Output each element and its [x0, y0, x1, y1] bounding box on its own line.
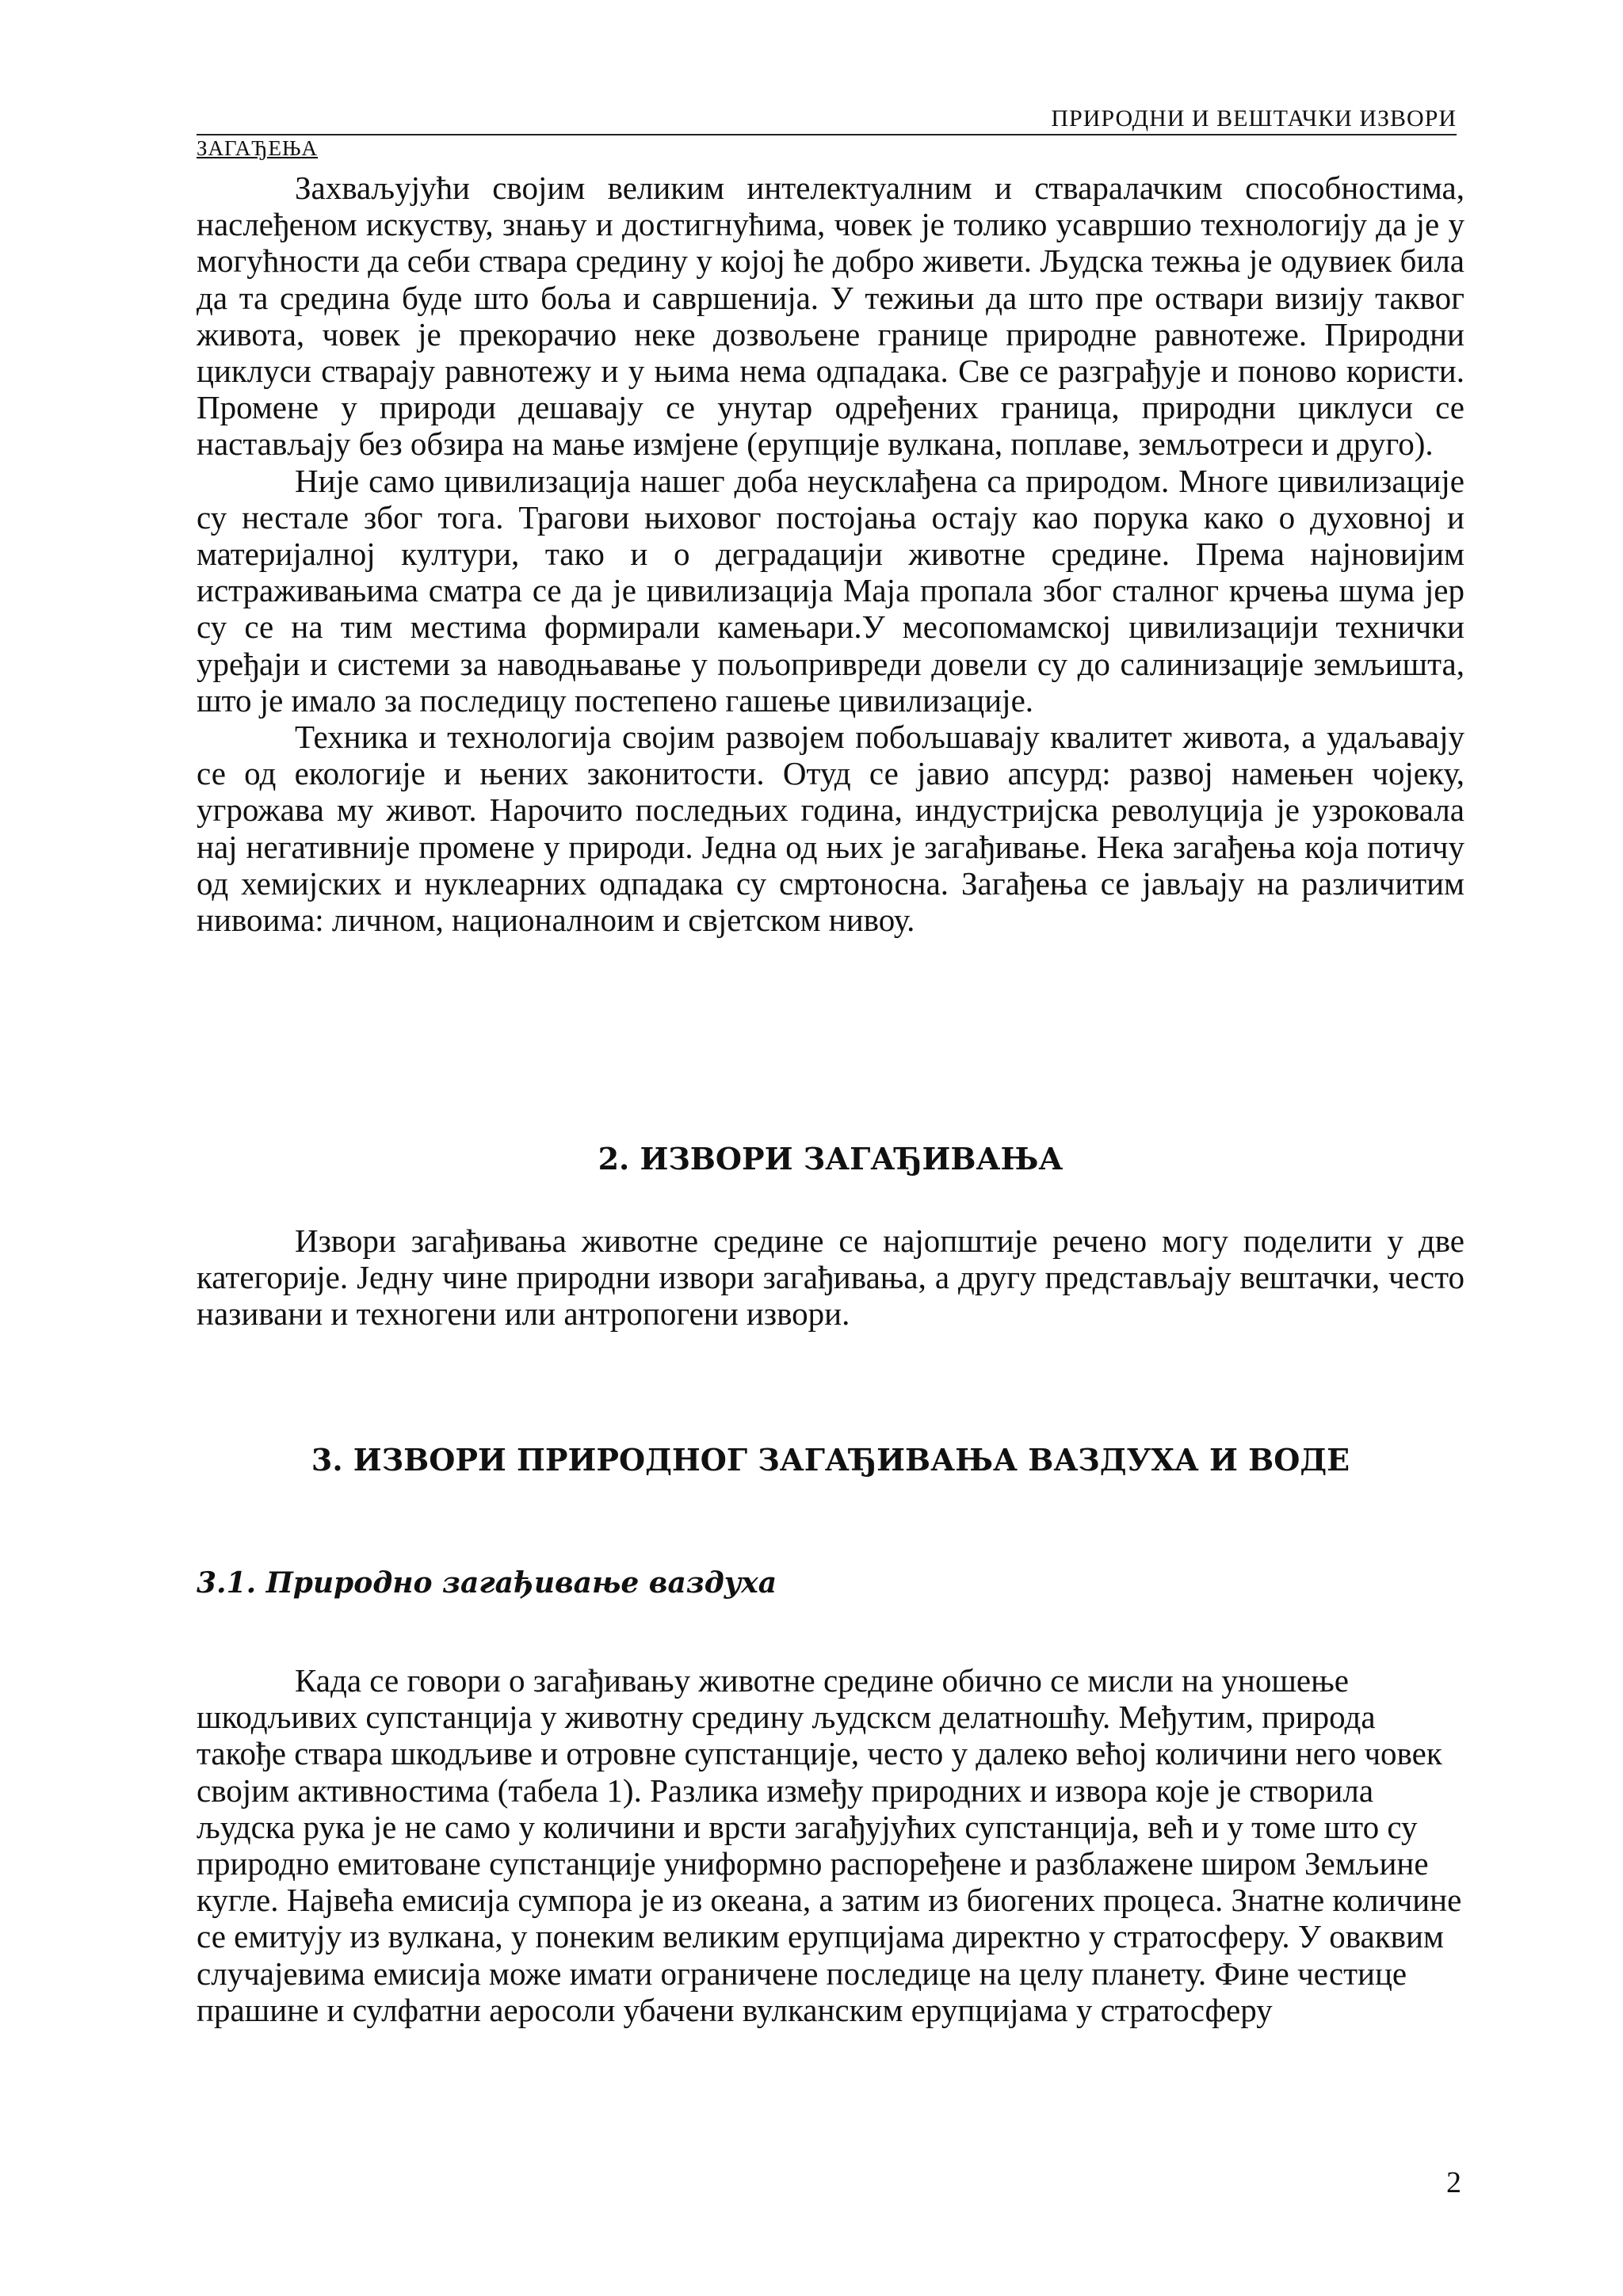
section-paragraph: Када се говори о загађивању животне средине обично се мисли на уношење шкодљивих супстанција у животну средину људскcм делатношћу. Међутим, природа такође ствара шкодљиве и отровне супстанције, често у далеко већој количини него човек својим активностима (табела 1). Разлика између природних и извора које је створила људска рука је не само у количини и врсти загађујућих супстанција, већ и у томе што су природно емитоване супстанције униформно распоређене и разблажене широм Земљине кугле. Највећа емисија сумпора је из океана, а затим из биогених процеса. Знатне количине се емитују из вулкана, у понеким великим ерупцијама директно у стратосферу. У оваквим случајевима емисија може имати ограничене последице на целу планету. Фине честице прашине и сулфатни аеросоли убачени вулканским ерупцијама у стратосферу	[197, 1662, 1462, 2028]
document-page	[197, 0, 1472, 2296]
section-heading: 3. ИЗВОРИ ПРИРОДНОГ ЗАГАЂИВАЊА ВАЗДУХА И ВОДЕ	[311, 1442, 1350, 1478]
page-number: 2	[1446, 2166, 1461, 2199]
section-3-1-body	[197, 1662, 1465, 2028]
intro-paragraph: Техника и технологија својим развојем побољшавају квалитет живота, а удаљавају се од екологије и њених законитости. Отуд се јавио апсурд: развој намењен чојеку, угрожава му живот. Нарочито последњих година, индустријска револуција је узроковала нај негативније промене у природи. Једна од њих је загађивање. Нека загађења која потичу од хемијских и нуклеарних одпадака су смртоносна. Загађења се јављају на различитим нивоима: личном, националноим и свјетском нивоу.	[197, 719, 1465, 939]
running-header-title: ПРИРОДНИ И ВЕШТАЧКИ ИЗВОРИ	[1051, 105, 1457, 132]
intro-paragraph: Није само цивилизација нашег доба неусклађена са природом. Многе цивилизације су нестале због тога. Трагови њиховог постојања остају као порука како о духовној и материјалној култури, тако и о деградацији животне средине. Према најновијим истраживањима сматра се да је цивилизација Маја пропала због сталног крчења шума јер су се на тим местима формирали камењари.У месопомамској цивилизацији технички уређаји и системи за наводњавање у пољопривреди довели су до салинизације земљишта, што је имало за последицу постепено гашење цивилизације.	[197, 462, 1465, 719]
section-2-body	[197, 1222, 1465, 1333]
intro-section	[197, 170, 1465, 938]
subsection-heading: 3.1. Природно загађивање ваздуха	[197, 1566, 777, 1600]
intro-paragraph: Захваљујући својим великим интелектуалним и стваралачким способностима, наслеђеном искуству, знању и достигнућима, човек је толико усавршио технологију да је у могућности да себи ствара средину у којој ће добро живети. Људска тежња је одувиек била да та средина буде што боља и савршенија. У тежињи да што пре оствари визију таквог живота, човек је прекорачио неке дозвољене границе природне равнотеже. Природни циклуси стварају равнотежу и у њима нема одпадака. Све се разграђује и поново користи. Промене у природи дешавају се унутар одређених граница, природни циклуси се настављају без обзира на мање измјене (ерупције вулкана, поплаве, земљотреси и друго).	[197, 170, 1465, 463]
section-paragraph: Извори загађивања животне средине се најопштије речено могу поделити у две категорије. Једну чине природни извори загађивања, а другу представљају вештачки, често називани и техногени или антропогени извори.	[197, 1222, 1465, 1333]
section-heading: 2. ИЗВОРИ ЗАГАЂИВАЊА	[598, 1141, 1064, 1177]
running-header	[197, 97, 1457, 135]
running-header-continuation: ЗАГАЂЕЊА	[197, 136, 319, 160]
